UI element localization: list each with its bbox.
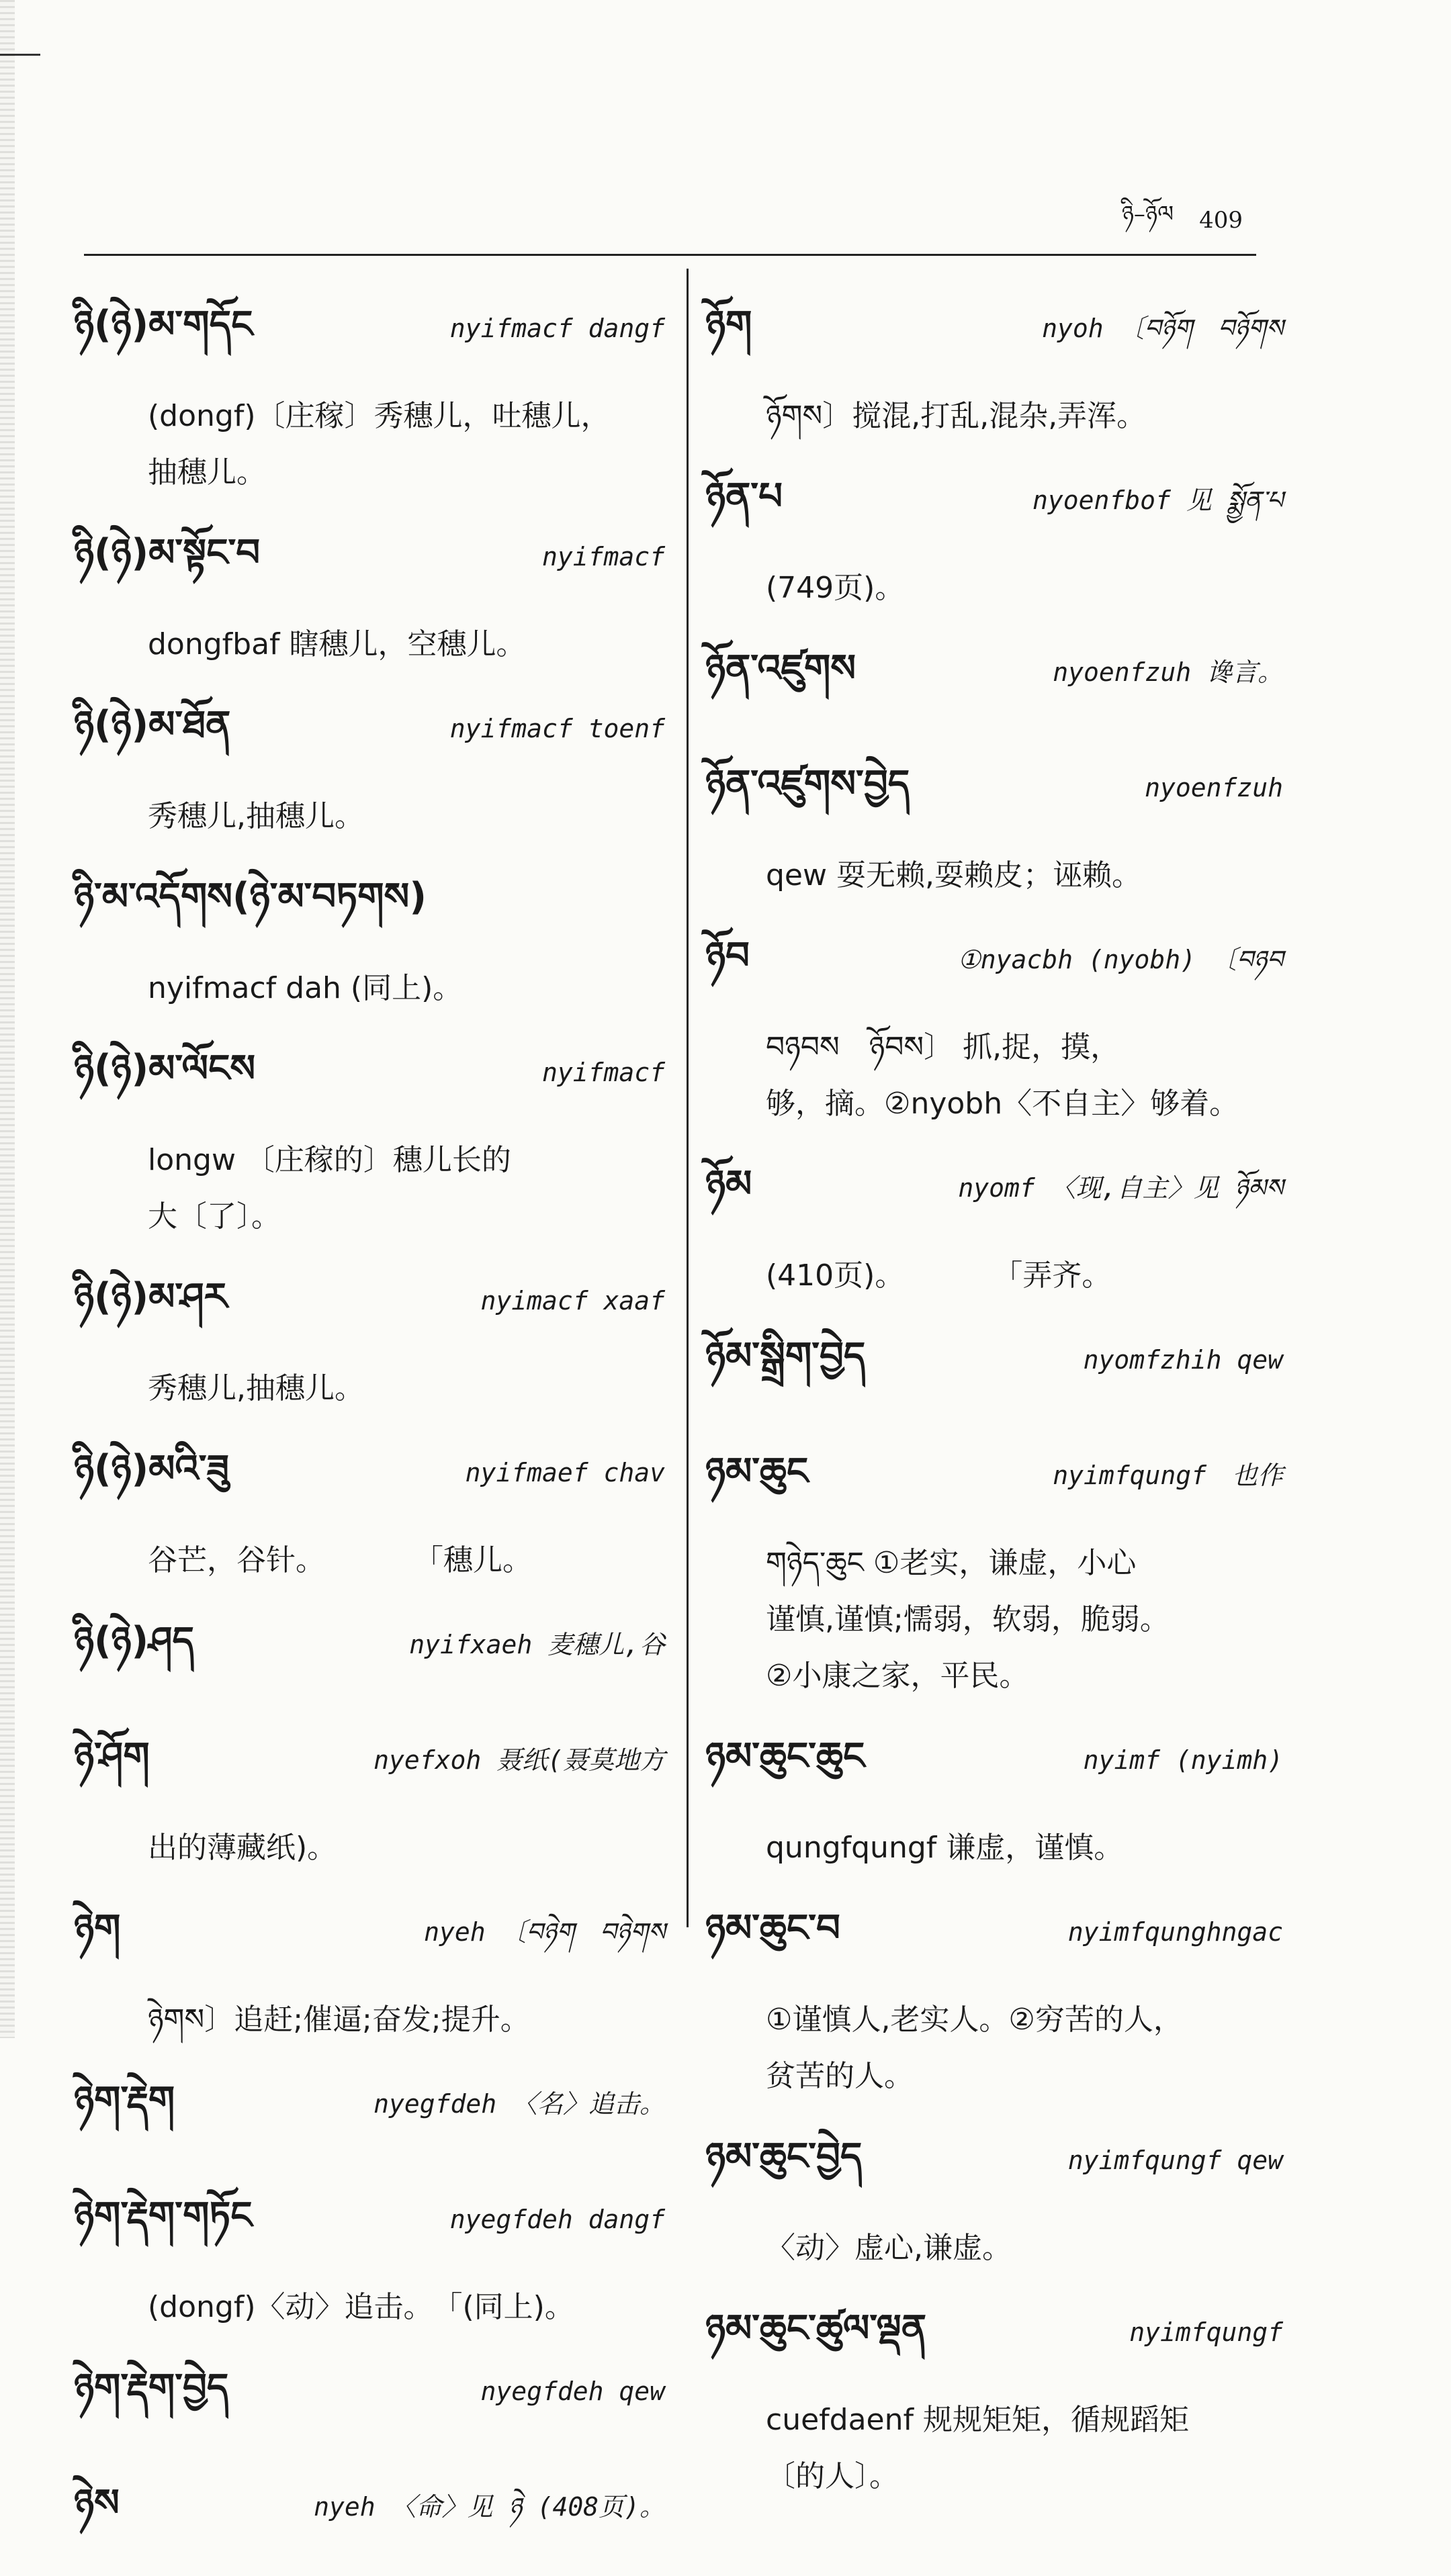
entry-definition-line: བཉབས ཉོབས〕 抓,捉，摸， [766, 1030, 1120, 1064]
entry-headword: ཉོབ [705, 934, 750, 978]
entry-romanization: nyimfqunghngac [1067, 1917, 1283, 1947]
dictionary-entry [705, 282, 1283, 445]
entry-headword: ཉམ་ཆུང་ཚུལ་ལྡན [705, 2307, 927, 2350]
dictionary-entry [74, 2460, 665, 2567]
dictionary-entry [705, 1142, 1283, 1304]
entry-head-line [705, 1429, 1283, 1535]
dictionary-entry [74, 1714, 665, 1876]
entry-romanization: nyomf 〈现,自主〉见 ཉོམས [958, 1173, 1283, 1203]
entry-definition-line: qew 耍无赖,耍赖皮；诬赖。 [766, 858, 1141, 892]
entry-romanization: nyifmacf [541, 1058, 665, 1087]
dictionary-entry [74, 1026, 665, 1245]
entry-definition-line: 谷芒，谷针。 「穗儿。 [148, 1543, 532, 1577]
entry-headword: ཉམ་ཆུང་ཆུང [705, 1735, 865, 1778]
dictionary-entry [74, 510, 665, 673]
entry-head-line [74, 2058, 665, 2164]
dictionary-entry [705, 626, 1283, 732]
entry-definition-line: cuefdaenf 规规矩矩，循规蹈矩 [766, 2403, 1189, 2437]
entry-headword: ཉོམ་སྒྲིག་བྱེད [705, 1334, 866, 1378]
entry-definition-line: 〈动〉虚心,谦虚。 [766, 2231, 1012, 2265]
entry-romanization: nyifxaeh 麦穗儿,谷 [409, 1630, 665, 1659]
entry-head-line [74, 1598, 665, 1704]
entry-head-line [705, 913, 1283, 1019]
entry-head-line [74, 1254, 665, 1361]
entry-head-line [705, 741, 1283, 847]
dictionary-entry [74, 682, 665, 845]
scan-edge-shadow [0, 0, 15, 2038]
entry-headword: ཉེས [74, 2481, 120, 2525]
entry-romanization: nyimacf xaaf [480, 1286, 665, 1316]
entry-headword: ཉི(ཉེ)མ་ལོངས [74, 1047, 256, 1091]
dictionary-entry [705, 1714, 1283, 1876]
entry-romanization: nyifmacf dangf [449, 314, 665, 343]
entry-headword: ཉོན་པ [705, 475, 783, 518]
entry-definition-line: 谨慎,谨慎;懦弱，软弱，脆弱。 [766, 1602, 1170, 1637]
entry-headword: ཉོན་འཛུགས [705, 647, 856, 690]
corner-mark [0, 54, 40, 56]
entry-romanization: nyifmacf [541, 542, 665, 571]
dictionary-entry [705, 741, 1283, 904]
entry-headword: ཉེག་རྡེག་བྱེད [74, 2366, 229, 2409]
entry-head-line [74, 682, 665, 788]
entry-romanization: nyeh 〈命〉见 ཉེ (408页)。 [314, 2492, 665, 2522]
entry-romanization: nyimfqungf [1129, 2317, 1283, 2347]
entry-headword: ཉོན་འཛུགས་བྱེད [705, 762, 910, 806]
entry-definition-line: qungfqungf 谦虚，谨慎。 [766, 1831, 1124, 1865]
entry-headword: ཉེག་རྡེག་གཏོང [74, 2194, 253, 2238]
dictionary-entry [705, 454, 1283, 616]
entry-head-line [705, 1714, 1283, 1820]
dictionary-entry [74, 854, 665, 1017]
page-header [987, 200, 1243, 240]
entry-headword: ཉེག [74, 1906, 121, 1950]
entry-definition-line: ཉོགས〕搅混,打乱,混杂,弄浑。 [766, 399, 1147, 433]
entry-headword: ཉི(ཉེ)མའི་ཟུ [74, 1447, 230, 1491]
entry-definition-line: (410页)。 「弄齐。 [766, 1258, 1112, 1293]
dictionary-entry [74, 1254, 665, 1417]
entry-head-line [74, 510, 665, 616]
entry-romanization: ①nyacbh (nyobh) 〔བཉབ [957, 945, 1283, 974]
left-column [74, 282, 665, 2576]
entry-definition-line: ①谨慎人,老实人。②穷苦的人， [766, 2003, 1183, 2037]
entry-headword: ཉོམ [705, 1162, 752, 1206]
dictionary-entry [74, 1598, 665, 1704]
dictionary-entry [705, 1886, 1283, 2105]
entry-head-line [705, 626, 1283, 732]
entry-head-line [705, 2286, 1283, 2392]
dictionary-entry [74, 1426, 665, 1589]
entry-romanization: nyegfdeh 〈名〉追击。 [373, 2089, 665, 2119]
entry-definition-line: གཉེད་ཆུང ①老实，谦虚，小心 [766, 1546, 1137, 1580]
entry-head-line [74, 1886, 665, 1992]
entry-head-line [74, 1714, 665, 1820]
dictionary-entry [705, 1429, 1283, 1704]
entry-head-line [705, 454, 1283, 560]
entry-romanization: nyeh 〔བཉེག བཉེགས [424, 1917, 665, 1947]
entry-headword: ཉམ་ཆུང [705, 1450, 809, 1493]
entry-romanization: nyegfdeh qew [480, 2377, 665, 2406]
entry-head-line [74, 1026, 665, 1132]
entry-head-line [705, 1142, 1283, 1248]
entry-head-line [74, 282, 665, 388]
entry-romanization: nyefxoh 聂纸(聂莫地方 [373, 1745, 665, 1775]
page-number: 409 [1199, 207, 1243, 234]
entry-headword: ཉི(ཉེ)ཤད [74, 1619, 194, 1663]
entry-head-line [74, 2345, 665, 2451]
entry-headword: ཉམ་ཆུང་བ [705, 1906, 840, 1950]
dictionary-entry [705, 913, 1283, 1132]
entry-head-line [705, 1314, 1283, 1420]
entry-definition-line: (dongf)〔庄稼〕秀穗儿，吐穗儿， [148, 399, 611, 433]
entry-headword: ཉེ་ཤོག [74, 1735, 150, 1778]
dictionary-entry [74, 1886, 665, 2048]
entry-romanization: nyegfdeh dangf [449, 2205, 665, 2234]
dictionary-entry [705, 1314, 1283, 1420]
entry-definition-line: 大〔了〕。 [148, 1199, 281, 1234]
entry-definition-line: 〔的人〕。 [766, 2459, 899, 2493]
entry-romanization: nyimfqungf 也作 [1053, 1461, 1283, 1490]
entry-head-line [74, 854, 665, 960]
entry-romanization: nyimf (nyimh) [1083, 1745, 1283, 1775]
entry-romanization: nyomfzhih qew [1083, 1345, 1283, 1375]
entry-definition-line: 贫苦的人。 [766, 2059, 914, 2093]
entry-definition-line: 秀穗儿,抽穗儿。 [148, 1371, 364, 1406]
entry-definition-line: 出的薄藏纸)。 [148, 1831, 337, 1865]
dictionary-entry [74, 2173, 665, 2336]
entry-headword: ཉོག [705, 303, 752, 347]
entry-head-line [705, 2114, 1283, 2220]
entry-head-line [74, 2173, 665, 2279]
dictionary-entry [705, 2114, 1283, 2276]
dictionary-entry [74, 2345, 665, 2451]
header-rule [84, 254, 1256, 256]
dictionary-entry [705, 2286, 1283, 2505]
entry-definition-line: (dongf)〈动〉追击。 「(同上)。 [148, 2290, 574, 2324]
entry-definition-line: longw 〔庄稼的〕穗儿长的 [148, 1143, 511, 1177]
entry-headword: ཉི(ཉེ)མ་གདོང [74, 303, 253, 347]
entry-definition-line: ཉེགས〕追赶;催逼;奋发;提升。 [148, 2003, 530, 2037]
entry-romanization: nyoenfzuh [1145, 773, 1283, 802]
entry-romanization: nyoenfbof 见 སྨྱོན་པ [1032, 486, 1283, 515]
entry-romanization: nyoenfzuh 谗言。 [1053, 657, 1283, 687]
entry-head-line [74, 1426, 665, 1532]
entry-head-line [705, 1886, 1283, 1992]
entry-definition-line: 抽穗儿。 [148, 455, 266, 490]
header-range: ཉི–ཉོལ [1121, 201, 1174, 228]
entry-romanization: nyimfqungf qew [1067, 2146, 1283, 2175]
entry-headword: ཉམ་ཆུང་བྱེད [705, 2135, 863, 2178]
right-column [705, 282, 1283, 2514]
entry-headword: ཉི(ཉེ)མ་སྟོང་བ [74, 531, 261, 575]
entry-romanization: nyoh 〔བཉོག བཉོགས [1042, 314, 1283, 343]
entry-romanization: nyifmaef chav [465, 1458, 665, 1487]
entry-definition-line: dongfbaf 瞎穗儿，空穗儿。 [148, 627, 526, 661]
entry-headword: ཉི(ཉེ)མ་ཐོན [74, 703, 231, 747]
column-divider [687, 269, 689, 1927]
dictionary-entry [74, 282, 665, 501]
entry-definition-line: ②小康之家，平民。 [766, 1659, 1029, 1693]
entry-headword: ཉེག་རྡེག [74, 2078, 175, 2122]
entry-definition-line: 秀穗儿,抽穗儿。 [148, 799, 364, 833]
entry-head-line [74, 2460, 665, 2567]
entry-headword: ཉི་མ་འདོགས(ཉེ་མ་བཏགས) [74, 875, 427, 919]
entry-definition-line: (749页)。 [766, 571, 905, 605]
entry-definition-line: 够，摘。②nyobh〈不自主〉够着。 [766, 1087, 1239, 1121]
entry-headword: ཉི(ཉེ)མ་ཤར [74, 1275, 228, 1319]
entry-head-line [705, 282, 1283, 388]
dictionary-entry [74, 2058, 665, 2164]
entry-romanization: nyifmacf toenf [449, 714, 665, 743]
entry-definition-line: nyifmacf dah (同上)。 [148, 971, 463, 1005]
